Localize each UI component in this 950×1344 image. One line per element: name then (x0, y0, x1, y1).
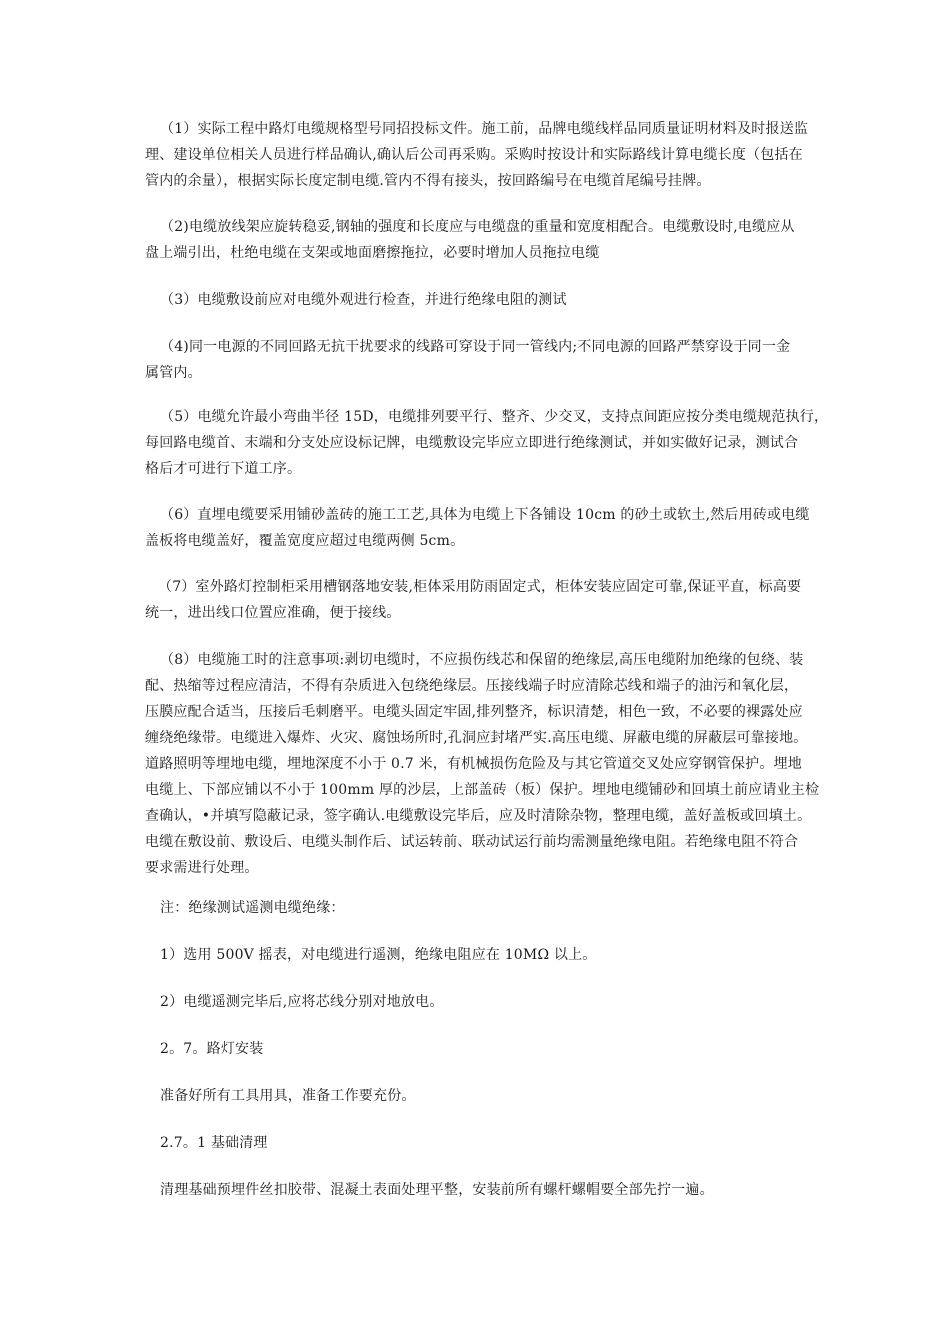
paragraph-1 (145, 116, 830, 194)
text-line: 查确认，•并填写隐蔽记录，签字确认.电缆敷设完毕后，应及时清除杂物，整理电缆，盖好盖板或回填土。 (145, 808, 812, 824)
section-heading-2-7 (160, 1036, 830, 1062)
paragraph-foundation (160, 1177, 830, 1203)
text-line: 缠绕绝缘带。电缆进入爆炸、火灾、腐蚀场所时,孔洞应封堵严实.高压电缆、屏蔽电缆的屏蔽层可靠接地。 (145, 730, 808, 746)
text-line: （1）实际工程中路灯电缆规格型号同招投标文件。施工前，品牌电缆线样品同质量证明材料及时报送监 (160, 121, 809, 137)
text-line: 压膜应配合适当，压接后毛刺磨平。电缆头固定牢固,排列整齐，标识清楚，相色一致，不必要的裸露处应 (145, 704, 803, 720)
paragraph-7 (145, 574, 828, 626)
text-line: 清理基础预埋件丝扣胶带、混凝土表面处理平整，安装前所有螺杆螺帽要全部先拧一遍。 (160, 1182, 714, 1198)
text-line: （7）室外路灯控制柜采用槽钢落地安装,柜体采用防雨固定式，柜体安装应固定可靠,保证平直，标高要 (158, 579, 802, 595)
text-line: （2)电缆放线架应旋转稳妥,钢轴的强度和长度应与电缆盘的重量和宽度相配合。电缆敷设时,电缆应从 (160, 219, 795, 235)
text-line: 注：绝缘测试遥测电缆绝缘： (160, 900, 345, 916)
text-line: 每回路电缆首、末端和分支处应设标记牌，电缆敷设完毕应立即进行绝缘测试，并如实做好记录，测试合 (145, 435, 799, 451)
text-line: （8）电缆施工时的注意事项:剥切电缆时，不应损伤线芯和保留的绝缘层,高压电缆附加绝缘的包绕、装 (160, 652, 804, 668)
text-line: 格后才可进行下道工序。 (145, 461, 302, 477)
text-line: 电缆在敷设前、敷设后、电缆头制作后、试运转前、联动试运行前均需测量绝缘电阻。若绝缘电阻不符合 (145, 834, 799, 850)
paragraph-4 (145, 334, 830, 386)
text-line: 配、热缩等过程应清洁，不得有杂质进入包绕绝缘层。压接线端子时应清除芯线和端子的油污和氧化层， (145, 678, 799, 694)
text-line: 2.7。1 基础清理 (160, 1135, 268, 1151)
text-line: 理、建设单位相关人员进行样品确认,确认后公司再采购。采购时按设计和实际路线计算电缆长度（包括在 (145, 147, 803, 163)
paragraph-6 (145, 502, 830, 554)
text-line: 准备好所有工具用具，准备工作要充份。 (160, 1088, 416, 1104)
paragraph-8 (145, 647, 830, 881)
text-line: 电缆上、下部应铺以不小于 100mm 厚的沙层，上部盖砖（板）保护。埋地电缆铺砂和回填土前应请业主检 (145, 782, 820, 798)
text-line: 属管内。 (145, 365, 202, 381)
text-line: （3）电缆敷设前应对电缆外观进行检查，并进行绝缘电阻的测试 (160, 292, 567, 308)
text-line: 1）选用 500V 摇表，对电缆进行遥测，绝缘电阻应在 10MΩ 以上。 (160, 947, 597, 963)
text-line: 2）电缆遥测完毕后,应将芯线分别对地放电。 (160, 994, 444, 1010)
text-line: 统一，进出线口位置应准确，便于接线。 (145, 605, 401, 621)
text-line: 盖板将电缆盖好，覆盖宽度应超过电缆两侧 5cm。 (145, 533, 465, 549)
text-line: （6）直埋电缆要采用铺砂盖砖的施工工艺,具体为电缆上下各铺设 10cm 的砂土或软土,然后用砖或电缆 (160, 507, 810, 523)
note-item-1 (160, 942, 830, 968)
paragraph-prepare (160, 1083, 830, 1109)
paragraph-5 (145, 404, 830, 482)
text-line: 2。7。路灯安装 (160, 1041, 264, 1057)
note-heading (160, 895, 830, 921)
text-line: 盘上端引出，杜绝电缆在支架或地面磨擦拖拉，必要时增加人员拖拉电缆 (145, 245, 600, 261)
paragraph-3 (160, 287, 830, 313)
text-line: 管内的余量），根据实际长度定制电缆.管内不得有接头，按回路编号在电缆首尾编号挂牌。 (145, 173, 711, 189)
text-line: （4)同一电源的不同回路无抗干扰要求的线路可穿设于同一管线内;不同电源的回路严禁穿设于同一金 (160, 339, 791, 355)
paragraph-2 (145, 214, 830, 266)
section-heading-2-7-1 (160, 1130, 830, 1156)
text-line: 道路照明等埋地电缆，埋地深度不小于 0.7 米，有机械损伤危险及与其它管道交叉处应穿钢管保护。埋地 (145, 756, 802, 772)
text-line: 要求需进行处理。 (145, 860, 259, 876)
text-line: （5）电缆允许最小弯曲半径 15D，电缆排列要平行、整齐、少交叉，支持点间距应按分类电缆规范执行， (160, 409, 829, 425)
note-item-2 (160, 989, 830, 1015)
